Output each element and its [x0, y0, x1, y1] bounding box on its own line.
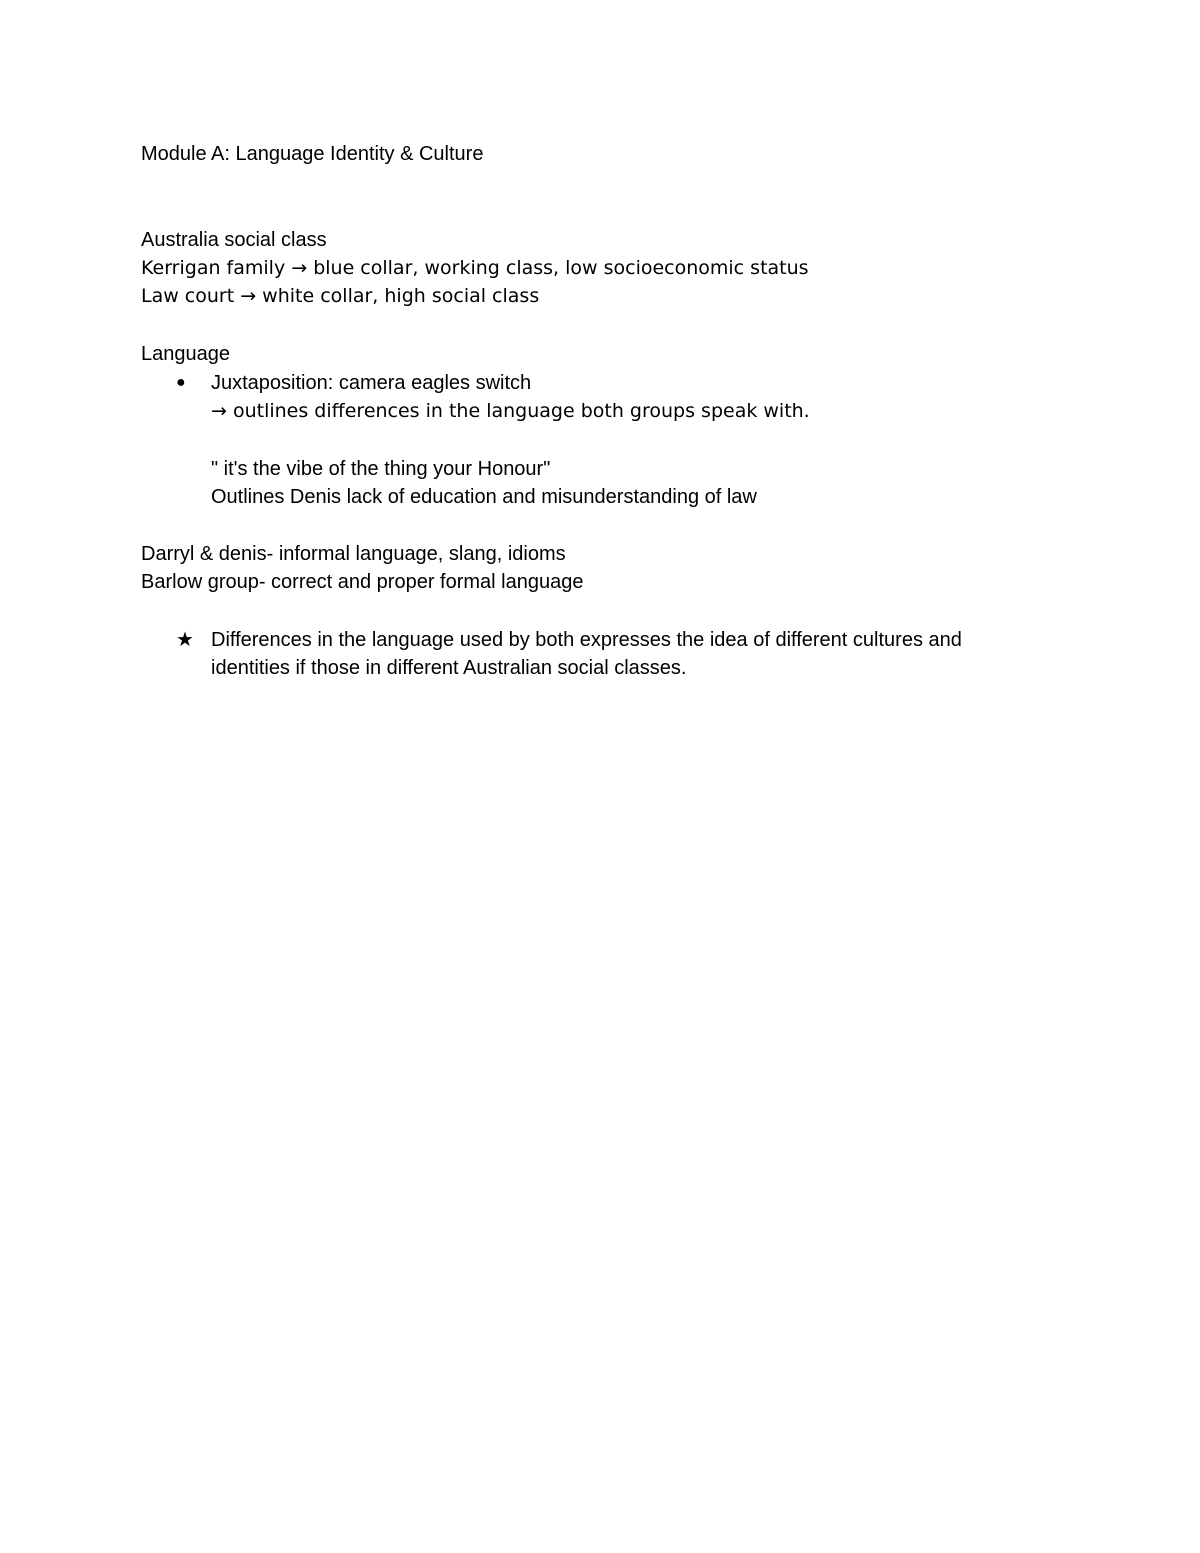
comparison-line-darryl: Darryl & denis- informal language, slang, idioms [141, 543, 566, 565]
bullet-juxtaposition-subline: → outlines differences in the language both groups speak with. [211, 400, 810, 422]
social-class-heading: Australia social class [141, 229, 327, 251]
bullet-dot-icon: ● [176, 374, 186, 391]
bullet-juxtaposition: Juxtaposition: camera eagles switch [211, 372, 532, 394]
conclusion-line-2: identities if those in different Australian social classes. [211, 657, 687, 679]
quote-text: " it's the vibe of the thing your Honour" [211, 458, 551, 480]
language-heading: Language [141, 343, 230, 365]
star-bullet-icon: ★ [176, 629, 194, 651]
document-title: Module A: Language Identity & Culture [141, 143, 484, 165]
conclusion-line-1: Differences in the language used by both expresses the idea of different cultures and [211, 629, 962, 651]
quote-note: Outlines Denis lack of education and misunderstanding of law [211, 486, 757, 508]
social-class-line-kerrigan: Kerrigan family → blue collar, working class, low socioeconomic status [141, 257, 809, 279]
social-class-line-law-court: Law court → white collar, high social class [141, 285, 540, 307]
comparison-line-barlow: Barlow group- correct and proper formal language [141, 571, 584, 593]
